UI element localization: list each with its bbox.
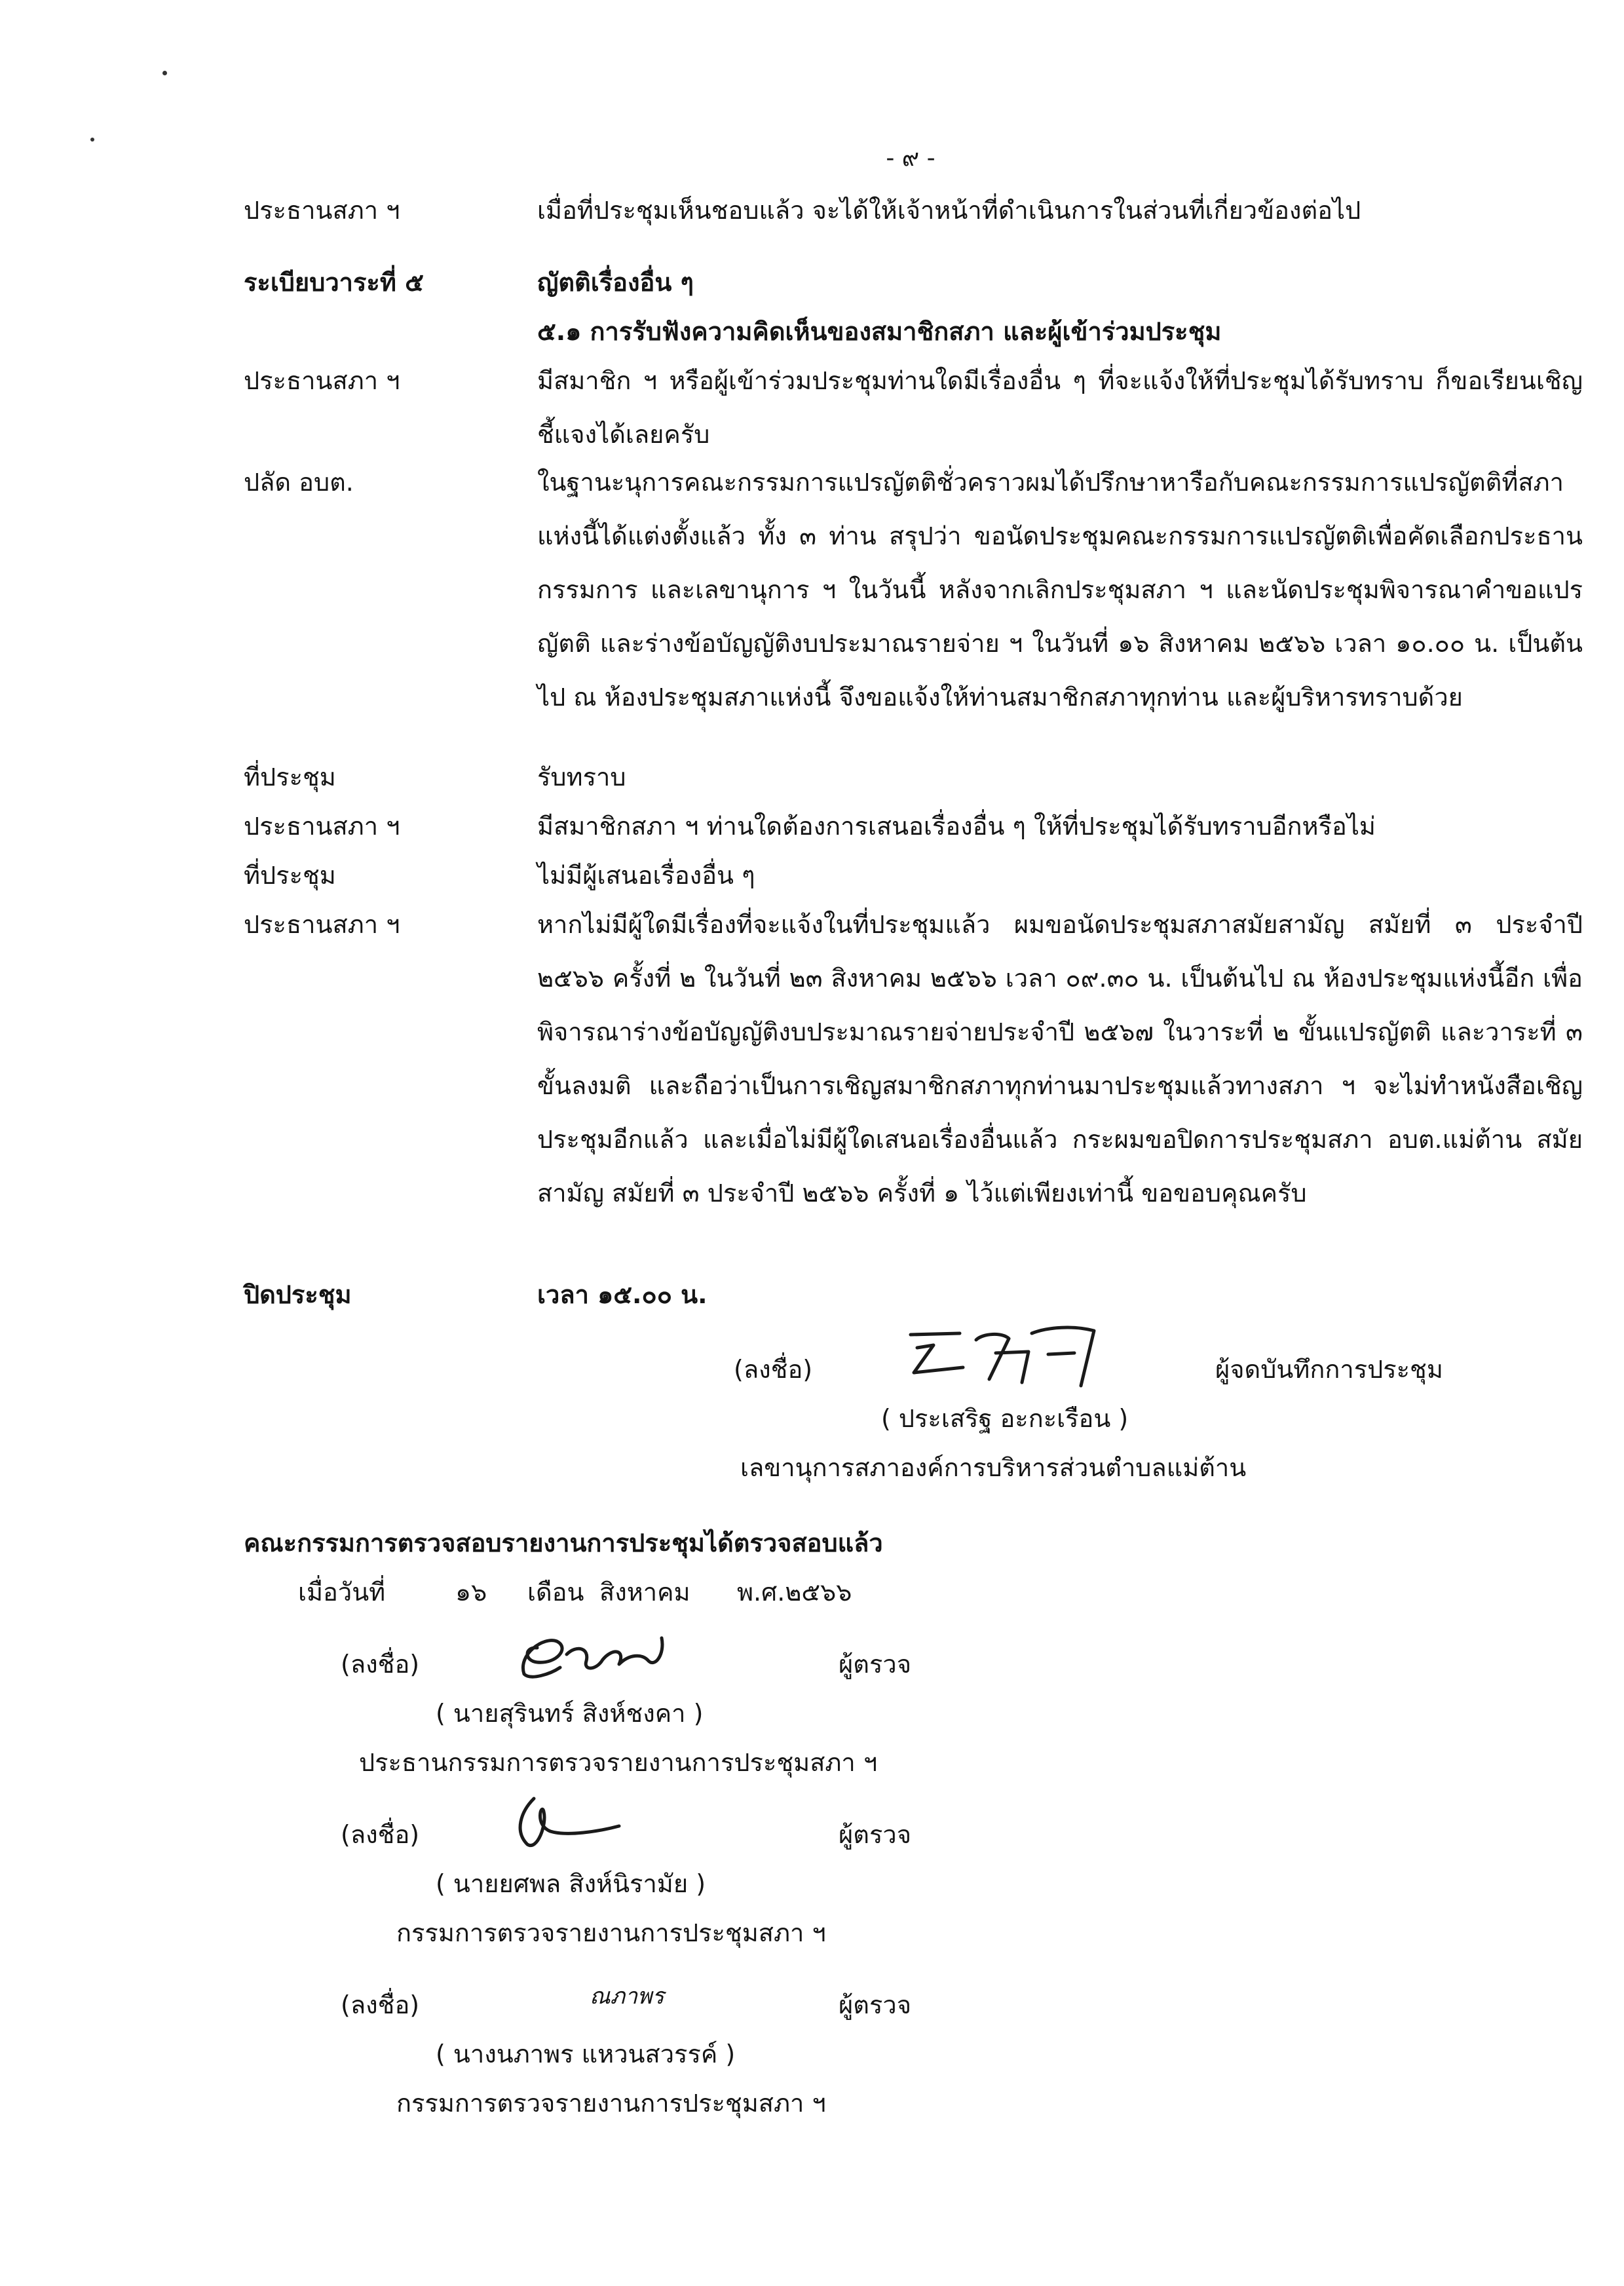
page-number: - ๙ -: [886, 145, 935, 172]
reviewer-signature: [488, 1785, 658, 1864]
reviewer-name: ( นายสุรินทร์ สิงห์ชงคา ): [436, 1699, 704, 1728]
subagenda-title: ๕.๑ การรับฟังความคิดเห็นของสมาชิกสภา และผู้เข้าร่วมประชุม: [537, 317, 1222, 346]
reviewer-position: กรรมการตรวจรายงานการประชุมสภา ฯ: [396, 1918, 826, 1947]
reviewer-name: ( นางนภาพร แหวนสวรรค์ ): [436, 2040, 736, 2068]
recorder-position: เลขานุการสภาองค์การบริหารส่วนตำบลแม่ต้าน: [740, 1453, 1247, 1482]
speaker-label: ประธานสภา ฯ: [244, 196, 400, 225]
review-heading: คณะกรรมการตรวจสอบรายงานการประชุมได้ตรวจสอบแล้ว: [244, 1529, 883, 1557]
review-date-month-label: เดือน: [527, 1578, 584, 1607]
statement-text: มีสมาชิกสภา ฯ ท่านใดต้องการเสนอเรื่องอื่น ๆ ให้ที่ประชุมได้รับทราบอีกหรือไม่: [537, 812, 1376, 841]
speaker-label: ปลัด อบต.: [244, 468, 354, 497]
agenda-label: ระเบียบวาระที่ ๕: [244, 268, 424, 297]
reviewer-sign-label: (ลงชื่อ): [341, 1820, 420, 1849]
recorder-sign-label: (ลงชื่อ): [734, 1355, 813, 1384]
speaker-label: ประธานสภา ฯ: [244, 366, 400, 395]
closing-label: ปิดประชุม: [244, 1280, 352, 1309]
statement-text: ไม่มีผู้เสนอเรื่องอื่น ๆ: [537, 861, 755, 890]
reviewer-role: ผู้ตรวจ: [839, 1650, 911, 1679]
review-date-year: พ.ศ.๒๕๖๖: [737, 1578, 852, 1607]
recorder-name: ( ประเสริฐ อะกะเรือน ): [881, 1404, 1129, 1433]
reviewer-sign-label: (ลงชื่อ): [341, 1650, 420, 1679]
statement-text: เมื่อที่ประชุมเห็นชอบแล้ว จะได้ให้เจ้าหน้าที่ดำเนินการในส่วนที่เกี่ยวข้องต่อไป: [537, 196, 1361, 225]
reviewer-role: ผู้ตรวจ: [839, 1991, 911, 2019]
reviewer-role: ผู้ตรวจ: [839, 1820, 911, 1849]
reviewer-signature-text: ณภาพร: [590, 1983, 664, 2010]
review-date-prefix: เมื่อวันที่: [298, 1578, 386, 1607]
review-date-day: ๑๖: [455, 1578, 487, 1607]
reviewer-signature: [498, 1609, 694, 1700]
speaker-label: ประธานสภา ฯ: [244, 910, 400, 939]
speaker-label: ที่ประชุม: [244, 763, 336, 791]
statement-text: หากไม่มีผู้ใดมีเรื่องที่จะแจ้งในที่ประชุมแล้ว ผมขอนัดประชุมสภาสมัยสามัญ สมัยที่ ๓ ประจำปี ๒๕๖๖ ครั้งที่ ๒ ในวันที่ ๒๓ สิงหาคม ๒๕๖๖ เวลา ๐๙.๓๐ น. เป็นต้นไป ณ ห้องประชุมแห่งนี้อีก เพื่อพิจารณาร่างข้อบัญญัติงบประมาณรายจ่ายประจำปี ๒๕๖๗ ในวาระที่ ๒ ขั้นแปรญัตติ และวาระที่ ๓ ขั้นลงมติ และถือว่าเป็นการเชิญสมาชิกสภาทุกท่านมาประชุมแล้วทางสภา ฯ จะไม่ทำหนังสือเชิญประชุมอีกแล้ว และเมื่อไม่มีผู้ใดเสนอเรื่องอื่นแล้ว กระผมขอปิดการประชุมสภา อบต.แม่ต้าน สมัยสามัญ สมัยที่ ๓ ประจำปี ๒๕๖๖ ครั้งที่ ๑ ไว้แต่เพียงเท่านี้ ขอขอบคุณครับ: [537, 910, 1583, 1208]
scan-speck: [90, 138, 94, 142]
reviewer-name: ( นายยศพล สิงห์นิรามัย ): [436, 1869, 706, 1898]
reviewer-sign-label: (ลงชื่อ): [341, 1991, 420, 2019]
statement-text: รับทราบ: [537, 763, 626, 791]
statement-text: ในฐานะนุการคณะกรรมการแปรญัตติชั่วคราวผมได้ปรึกษาหารือกับคณะกรรมการแปรญัตติที่สภาแห่งนี้ได้แต่งตั้งแล้ว ทั้ง ๓ ท่าน สรุปว่า ขอนัดประชุมคณะกรรมการแปรญัตติเพื่อคัดเลือกประธานกรรมการ และเลขานุการ ฯ ในวันนี้ หลังจากเลิกประชุมสภา ฯ และนัดประชุมพิจารณาคำขอแปรญัตติ และร่างข้อบัญญัติงบประมาณรายจ่าย ฯ ในวันที่ ๑๖ สิงหาคม ๒๕๖๖ เวลา ๑๐.๐๐ น. เป็นต้นไป ณ ห้องประชุมสภาแห่งนี้ จึงขอแจ้งให้ท่านสมาชิกสภาทุกท่าน และผู้บริหารทราบด้วย: [537, 468, 1583, 712]
speaker-label: ประธานสภา ฯ: [244, 812, 400, 841]
statement-text: มีสมาชิก ฯ หรือผู้เข้าร่วมประชุมท่านใดมีเรื่องอื่น ๆ ที่จะแจ้งให้ที่ประชุมได้รับทราบ ก็ขอเรียนเชิญชี้แจงได้เลยครับ: [537, 366, 1583, 449]
reviewer-position: ประธานกรรมการตรวจรายงานการประชุมสภา ฯ: [359, 1748, 878, 1777]
closing-time: เวลา ๑๕.๐๐ น.: [537, 1280, 708, 1309]
recorder-signature: [897, 1307, 1120, 1405]
reviewer-position: กรรมการตรวจรายงานการประชุมสภา ฯ: [396, 2089, 826, 2118]
recorder-role: ผู้จดบันทึกการประชุม: [1215, 1355, 1443, 1384]
agenda-title: ญัตติเรื่องอื่น ๆ: [537, 268, 694, 297]
review-date-month: สิงหาคม: [599, 1578, 690, 1607]
scan-speck: [162, 71, 167, 75]
speaker-label: ที่ประชุม: [244, 861, 336, 890]
